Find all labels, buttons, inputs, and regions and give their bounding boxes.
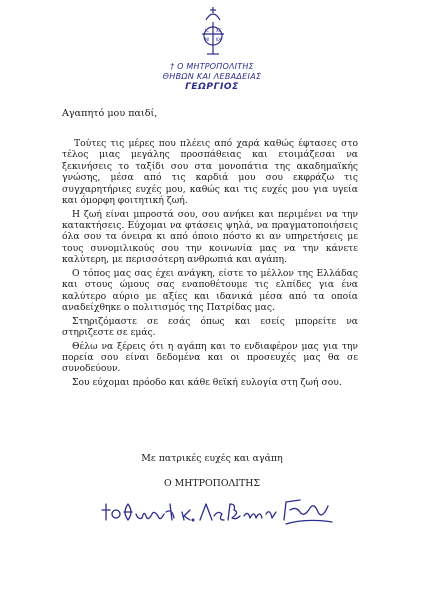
svg-text:NI: NI <box>205 37 210 42</box>
letter-paragraph: Τούτες τις μέρες που πλέεις από χαρά καθώς έφτασες στο τέλος μιας μεγάλης προσπάθειας και ετοιμάζεσαι να ξεκινήσεις το ταξίδι σου στα μονοπάτια της ακαδημαϊκής γνώσης, μέσα από τις καρδιά μου σου εκφράζω τις συγχαρητήριες ευχές μου, καθώς και τις ευχές μου για υγεία και όμορφη φοιτητική ζωή. <box>62 138 358 207</box>
letter-paragraph: Ο τόπος μας σας έχει ανάγκη, είστε το μέλλον της Ελλάδας και στους ώμους σας εναποθέτουμε τις ελπίδες για ένα καλύτερο αύριο με αξίες και ιδανικά μέσα από τα οποία αναδείχθηκε ο πολιτισμός της Πατρίδας μας. <box>62 267 358 314</box>
svg-text:IC: IC <box>205 28 209 33</box>
svg-text:XC: XC <box>216 28 222 33</box>
letter-greeting: Αγαπητό μου παιδί, <box>62 108 158 119</box>
letter-paragraph: Σου εύχομαι πρόοδο και κάθε θεϊκή ευλογία στη ζωή σου. <box>72 377 342 389</box>
header-title-line-3: ΓΕΩΡΓΙΟΣ <box>185 82 239 92</box>
letter-paragraph: Η ζωή είναι μπροστά σου, σου ανήκει και περιμένει να την κατακτήσεις. Εύχομαι να φτάσεις ψηλά, να πραγματοποιήσεις όλα σου τα όνειρα κι από όποιο πόστο κι αν υπηρετήσεις με τους συνομιλικούς σου την κοινωνία μας να την κάνετε καλύτερη, με περισσότερη ανθρωπιά και αγάπη. <box>62 208 358 266</box>
handwritten-signature <box>100 490 336 530</box>
letter-paragraph: Θέλω να ξέρεις ότι η αγάπη και το ενδιαφέρον μας για την πορεία σου είναι δεδομένα και οι προσευχές μας θα σε συνοδεύουν. <box>62 340 358 375</box>
closing-signatory-title: Ο ΜΗΤΡΟΠΟΛΙΤΗΣ <box>163 478 261 489</box>
svg-text:KA: KA <box>216 37 222 42</box>
header-title-line-2: ΘΗΒΩΝ ΚΑΙ ΛΕΒΑΔΕΙΑΣ <box>162 72 262 81</box>
header-title-line-1: † Ο ΜΗΤΡΟΠΟΛΙΤΗΣ <box>170 62 254 71</box>
closing-wishes: Με πατρικές ευχές και αγάπη <box>141 453 283 464</box>
letter-body <box>62 138 358 391</box>
letter-paragraph: Στηριζόμαστε σε εσάς όπως και εσείς μπορείτε να στηριζεστε σε εμάς. <box>62 315 358 339</box>
metropolis-seal-icon <box>194 6 232 60</box>
